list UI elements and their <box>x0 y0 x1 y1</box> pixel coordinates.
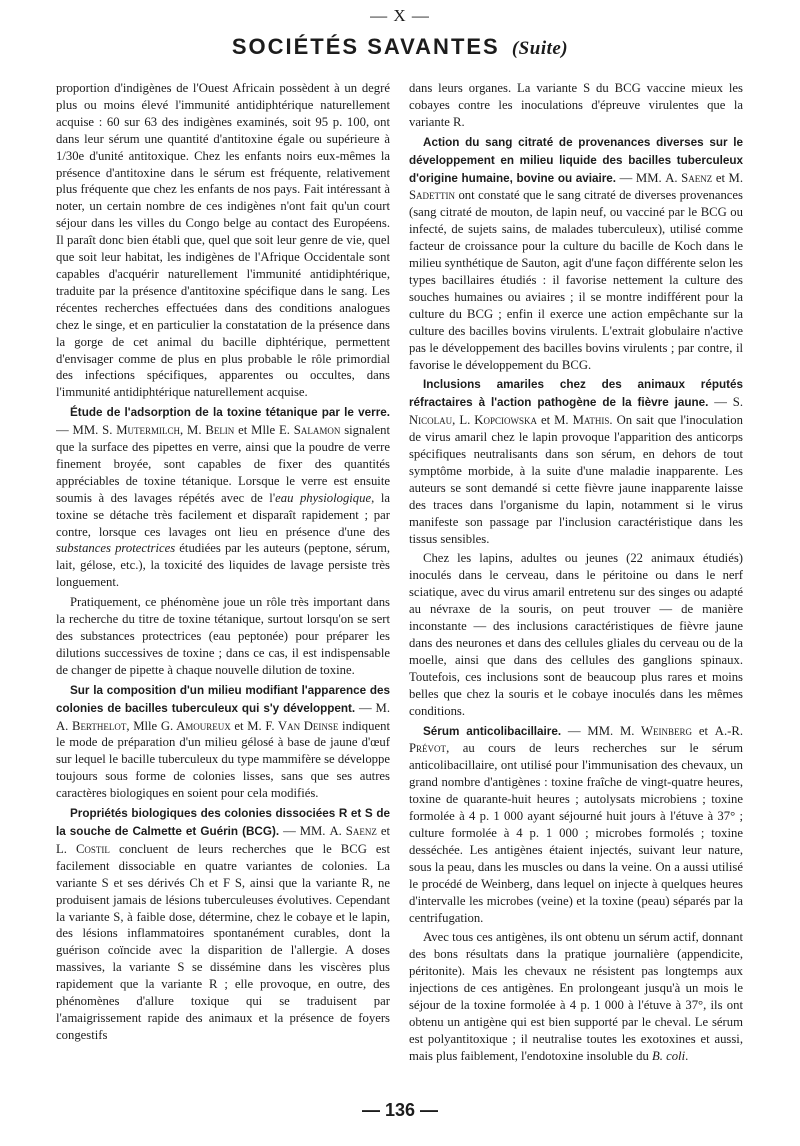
text-run: concluent de leurs recherches que le BCG est facilement dissociable en quatre variantes de colonies. La variante S et ses dérivés Ch et F S, ainsi que la variante R, ne produisent jamais de lésions tuberculeuses évolutives. Cependant la variante S, à faible dose, détermine, chez le cobaye et le lapin, des lésions inflammatoires spontanément curables, dont la guérison coïncide avec la disparition de l'allergie. A doses massives, la variante S se dissémine dans les viscères plus rapidement que la variante R ; elle provoque, en outre, des phénomènes d'allure toxique qui se traduisent par l'amaigrissement rapide des animaux et la présence de foyers congestifs <box>56 841 390 1042</box>
section-heading: Sur la composition d'un milieu modifiant l'apparence des colonies de bacilles tuberculeux qui s'y développent. <box>56 683 390 715</box>
text-run: étudiées par les auteurs (peptone, sérum, lait, gélose, etc.), la toxicité des liquides de lavage persiste très longuement. <box>56 541 390 590</box>
author-name: S. Nicolau <box>409 395 743 428</box>
section-proprietes-bcg <box>56 805 390 1044</box>
section-heading: Action du sang citraté de provenances diverses sur le développement en milieu liquide des bacilles tuberculeux d'origine humaine, bovine ou aviaire. <box>409 135 743 185</box>
author-name: M. Weinberg <box>619 723 692 738</box>
page-number: — 136 — <box>361 1100 439 1120</box>
text-run: — M. <box>355 700 390 715</box>
text-run: et <box>376 823 390 838</box>
text-run: , <box>452 413 460 428</box>
author-name: Sadettin <box>409 188 456 203</box>
text-run: . On sait que l'inoculation de virus amaril chez le lapin provoque l'apparition des anticorps spécifiques neutralisants dans son sérum, en dehors de tout symptôme morbide, à la suite d'une maladie inapparente. Les auteurs se sont demandé si cette fièvre jaune inapparente laisse des traces dans l'organisme du lapin, notamment si le virus manifeste son passage par l'inclusion caractéristique dans les tissus sensibles. <box>409 413 743 546</box>
author-name: L. Kopciowska <box>459 413 537 428</box>
right-column <box>409 80 743 1090</box>
text-run: — MM. <box>561 723 620 738</box>
section-heading: Inclusions amariles chez des animaux réputés réfractaires à l'action pathogène de la fièvre jaune. <box>409 378 743 410</box>
left-column <box>56 80 390 1090</box>
text-run: ont constaté que le sang citraté de diverses provenances (sang citraté de mouton, de lapin neuf, ou vacciné par le BCG ou infecté, de sujets sains, de malades tuberculeux), utilisé comme facteur de croissance pour la culture du bacille de Koch dans le milieu synthétique de Sauton, agit d'une façon différente selon les types bacillaires étudiés : il favorise nettement la culture des souches humaines ou aviaires ; il se montre indifférent pour la culture du BCG ; enfin il exerce une action empêchante sur la culture des bacilles bovins virulents. L'extrait globulaire n'active pas le développement des bacilles bovins virulents ; par contre, il favorise le développement du BCG. <box>409 188 743 372</box>
text-run: — MM. <box>56 423 103 438</box>
section-heading: Propriétés biologiques des colonies dissociées R et S de la souche de Calmette et Guérin (BCG). <box>56 807 390 838</box>
author-name: G. Amoureux <box>160 718 231 733</box>
author-name: A. Saenz <box>665 170 713 185</box>
text-run: et M. <box>712 170 743 185</box>
text-run: et M. <box>230 718 266 733</box>
text-run: , au cours de leurs recherches sur le sérum anticolibacillaire, ont utilisé pour l'immunisation des chevaux, un grand nombre d'antigènes : toxine fraîche de vingt-quatre heures, toxine de quarante-huit heures ; autolysats microbiens ; toxine formolée à 4 p. 1 000 ayant séjourné huit jours à l'étuve à 37° ; culture formolée à 4 p. 1 000 ; microbes formolés ; toxine desséchée. Les antigènes étaient injectés, suivant leur nature, sous la peau, dans les muscles ou dans la veine. On a aussi utilisé le procédé de Weinberg, dans lequel on injecte à quelques heures d'intervalle les microbes (veine) et la toxine (peau) séparés par la centrifugation. <box>409 741 743 925</box>
text-run: indiquent le mode de préparation d'un milieu gélosé à base de jaune d'œuf sur lequel le bacille tuberculeux du type mammifère se développe toujours sous forme de colonies lisses, sans que ses autres caractères biologiques en soient pour cela modifiés. <box>56 718 390 801</box>
text-run: — MM. <box>616 170 666 185</box>
author-name: F. Van Deinse <box>265 718 339 733</box>
author-name: L. Costil <box>56 841 110 856</box>
paragraph: Chez les lapins, adultes ou jeunes (22 animaux étudiés) inoculés dans le cerveau, dans le péritoine ou dans le nerf sciatique, avec du virus amaril entretenu sur des singes ou adapté au névraxe de la souris, on peut trouver — de manière inconstante — des inclusions caractéristiques de fièvre jaune dans des neurones et dans des cellules gliales du cerveau ou de la moelle, ainsi que dans des cellules des ganglions spinaux. Toutefois, ces inclusions sont de beaucoup plus rares et moins belles que chez la souris et le cobaye inoculés dans les mêmes conditions. <box>409 551 743 718</box>
author-name: S. Mutermilch <box>102 423 181 438</box>
text-run: Avec tous ces antigènes, ils ont obtenu un sérum actif, donnant des bons résultats dans la pratique journalière (appendicite, péritonite). Mais les chevaux ne résistent pas longtemps aux injections de ces antigènes. En prolongeant jusqu'à un mois le séjour de la toxine formolée à 4 p. 1 000 à l'étuve à 37°, ils ont obtenu un antigène qui est bien supporté par le cheval. Le sérum est polyantitoxique ; il neutralise toutes les exotoxines et aussi, mais plus faiblement, l'endotoxine insoluble du <box>409 930 743 1063</box>
text-run: — MM. <box>279 823 330 838</box>
author-name: Mathis <box>572 413 610 428</box>
section-milieu-colonies <box>56 682 390 802</box>
text-run: et Mlle <box>234 423 279 438</box>
header-suite: (Suite) <box>511 38 569 59</box>
italic-text: eau physiologique <box>275 490 372 505</box>
text-run: . <box>685 1048 689 1063</box>
text-run: , la toxine se détache très facilement et disparaît rapidement ; par contre, lorsque ces lavages ont lieu en présence d'une des <box>56 490 390 539</box>
italic-text: substances protectrices <box>56 541 176 556</box>
paragraph: Pratiquement, ce phénomène joue un rôle très important dans la recherche du titre de toxine tétanique, surtout lorsqu'on se sert des substances protectrices (eau peptonée) pour préparer les dilutions successives de toxine ; dans ce cas, il est indispensable de changer de pipette à chaque nouvelle dilution de toxine. <box>56 595 390 677</box>
text-run: et M. <box>536 413 573 428</box>
header-title: SOCIÉTÉS SAVANTES <box>231 34 500 59</box>
section-heading: Sérum anticolibacillaire. <box>423 724 562 738</box>
italic-text: B. coli <box>651 1048 686 1063</box>
folio-roman: — X — <box>370 6 430 25</box>
text-run: — <box>708 395 733 410</box>
section-adsorption-toxine <box>56 404 390 591</box>
author-name: A. Saenz <box>329 823 377 838</box>
text-run: signalent que la surface des pipettes en verre, ainsi que la poudre de verre finement broyée, sont capables de fixer des quantités appréciables de toxine tétanique. Lorsque le verre est ensuite soumis à des lavages répétés avec de l' <box>56 423 390 505</box>
text-run: , Mlle <box>126 718 161 733</box>
section-heading: Étude de l'adsorption de la toxine tétanique par le verre. <box>70 406 390 420</box>
paragraph: dans leurs organes. La variante S du BCG vaccine mieux les cobayes contre les inoculations d'épreuve virulentes que la variante R. <box>409 81 743 129</box>
paragraph: proportion d'indigènes de l'Ouest Africain possèdent à un degré plus ou moins élevé l'immunité antidiphtérique naturellement acquise : 60 sur 63 des indigènes examinés, soit 95 p. 100, ont dans leur sérum une quantité d'antitoxine égale ou supérieure à 1/30e d'unité antitoxique. Chez les enfants noirs eux-mêmes la présence d'antitoxine dans le sérum est fréquente, relativement plus fréquente que chez les enfants de nos pays. Fait intéressant à noter, un certain nombre de ces indigènes n'ont fait qu'un court séjour dans les villes du Congo belge au contact des Européens. Il paraît donc bien établi que, quel que soit leur genre de vie, quel que soit leur habitat, les indigènes de l'Afrique Occidentale sont capables d'acquérir naturellement l'immunité antidiphtérique, traduite par la présence d'antitoxine spécifique dans le sang. Les récentes recherches effectuées dans des conditions analogues chez le singe, et en particulier la constatation de la présence dans la gorge de cet animal du bacille diphtérique, permettent d'envisager comme de plus en plus probable le rôle primordial des infections spécifiques, apparentes ou occultes, dans l'immunité antidiphtérique naturellement acquise. <box>56 81 390 400</box>
text-run: et <box>692 723 715 738</box>
section-serum-anticolibacillaire <box>409 723 743 927</box>
running-header <box>0 34 800 60</box>
section-sang-citrate <box>409 134 743 374</box>
author-name: A. Berthelot <box>56 718 127 733</box>
author-name: A.-R. Prévot <box>409 723 743 756</box>
paragraph <box>409 929 743 1064</box>
section-inclusions-amariles <box>409 376 743 547</box>
text-run: , <box>180 423 188 438</box>
author-name: M. Belin <box>187 423 235 438</box>
author-name: E. Salamon <box>279 423 341 438</box>
